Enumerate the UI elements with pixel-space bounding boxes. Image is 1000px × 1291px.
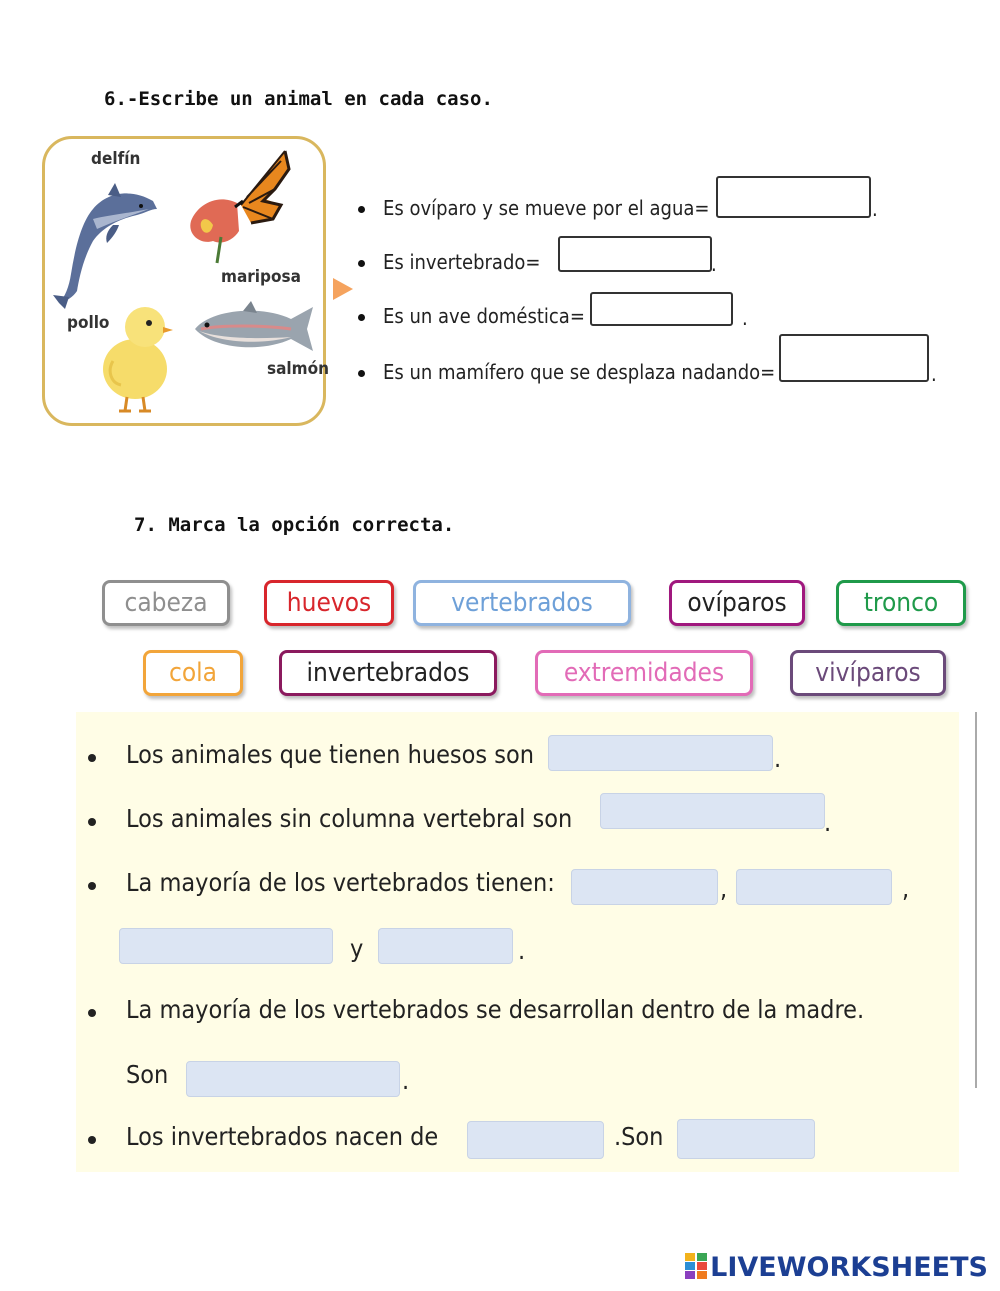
- sentence-4: La mayoría de los vertebrados se desarrollan dentro de la madre.: [126, 995, 865, 1024]
- period: .: [872, 197, 878, 221]
- bullet-icon: [88, 882, 96, 890]
- period: .: [711, 252, 717, 276]
- question-7-title: 7. Marca la opción correcta.: [134, 514, 455, 536]
- sentence-3: La mayoría de los vertebrados tienen:: [126, 868, 555, 897]
- answer-input-2[interactable]: [558, 236, 712, 272]
- label-mariposa: mariposa: [221, 267, 301, 287]
- bullet-icon: [88, 754, 96, 762]
- blank-3a[interactable]: [571, 869, 718, 905]
- divider-line: [975, 712, 977, 1088]
- blank-4[interactable]: [186, 1061, 400, 1097]
- word-invertebrados[interactable]: invertebrados: [279, 650, 497, 696]
- answer-input-4[interactable]: [779, 334, 929, 382]
- comma: ,: [720, 874, 728, 903]
- question-6-item-3: Es un ave doméstica=: [358, 304, 585, 328]
- word-cabeza[interactable]: cabeza: [102, 580, 230, 626]
- label-salmon: salmón: [267, 359, 329, 379]
- sentence-2: Los animales sin columna vertebral son: [126, 804, 573, 833]
- blank-5a[interactable]: [467, 1121, 604, 1159]
- word-tronco[interactable]: tronco: [836, 580, 966, 626]
- question-6-title: 6.-Escribe un animal en cada caso.: [104, 88, 493, 110]
- blank-3c[interactable]: [119, 928, 333, 964]
- bullet-icon: [88, 818, 96, 826]
- period: .: [931, 362, 937, 386]
- period: .: [518, 936, 526, 965]
- word-vertebrados[interactable]: vertebrados: [413, 580, 631, 626]
- dolphin-image: [53, 179, 163, 309]
- liveworksheets-logo[interactable]: LIVEWORKSHEETS: [685, 1252, 988, 1283]
- sentence-5-son: .Son: [614, 1122, 664, 1151]
- bullet-icon: [358, 260, 365, 267]
- word-oviparos[interactable]: ovíparos: [669, 580, 805, 626]
- butterfly-image: [177, 145, 297, 265]
- label-delfin: delfín: [91, 149, 141, 169]
- period: .: [774, 744, 782, 773]
- label-pollo: pollo: [67, 313, 110, 333]
- bullet-icon: [358, 370, 365, 377]
- blank-1[interactable]: [548, 735, 773, 771]
- bullet-icon: [88, 1009, 96, 1017]
- sentence-5: Los invertebrados nacen de: [126, 1122, 439, 1151]
- animal-picture-panel: [42, 136, 329, 426]
- period: .: [824, 808, 832, 837]
- word-y: y: [350, 934, 364, 963]
- chick-image: [99, 299, 179, 417]
- sentence-4-son: Son: [126, 1060, 169, 1089]
- period: .: [742, 306, 748, 330]
- logo-icon: [685, 1253, 707, 1279]
- word-cola[interactable]: cola: [143, 650, 243, 696]
- comma: ,: [902, 874, 910, 903]
- period: .: [402, 1066, 410, 1095]
- word-bank: [76, 560, 976, 708]
- blank-3b[interactable]: [736, 869, 892, 905]
- bullet-icon: [358, 314, 365, 321]
- question-6-item-4: Es un mamífero que se desplaza nadando=: [358, 360, 775, 384]
- question-6-item-2: Es invertebrado=: [358, 250, 540, 274]
- question-6-item-1: Es ovíparo y se mueve por el agua=: [358, 196, 709, 220]
- bullet-icon: [358, 206, 365, 213]
- sentence-1: Los animales que tienen huesos son: [126, 740, 534, 769]
- answer-input-1[interactable]: [716, 176, 871, 218]
- word-huevos[interactable]: huevos: [264, 580, 394, 626]
- blank-5b[interactable]: [677, 1119, 815, 1159]
- answer-input-3[interactable]: [590, 292, 733, 326]
- salmon-image: [191, 299, 317, 361]
- word-extremidades[interactable]: extremidades: [535, 650, 753, 696]
- arrow-right-icon: [333, 278, 353, 300]
- bullet-icon: [88, 1136, 96, 1144]
- blank-3d[interactable]: [378, 928, 513, 964]
- word-viviparos[interactable]: vivíparos: [790, 650, 946, 696]
- blank-2[interactable]: [600, 793, 825, 829]
